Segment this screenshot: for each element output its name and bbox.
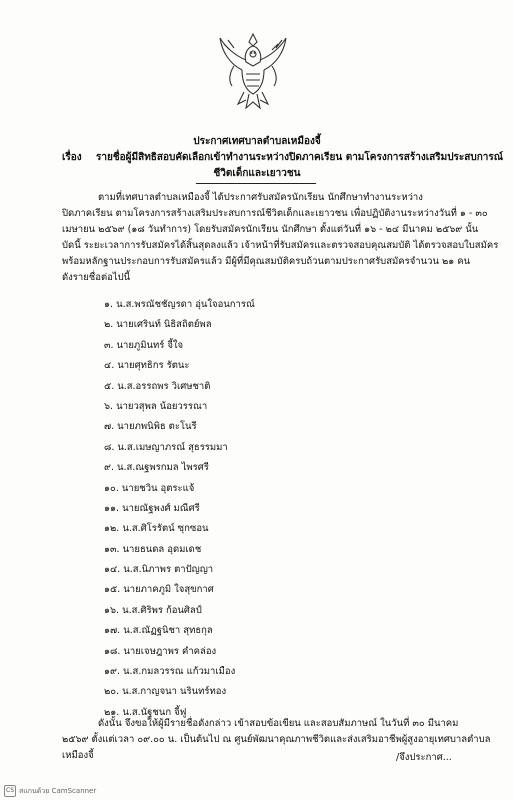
list-item: ๑๒. น.ส.ศิโรรัตน์ ซุกซอน bbox=[104, 523, 209, 535]
intro-line: ดังรายชื่อต่อไปนี้ bbox=[62, 272, 131, 283]
list-item: ๕. น.ส.อรรถพร วิเศษชาติ bbox=[104, 380, 211, 392]
candidate-list bbox=[104, 295, 404, 723]
subject-line-1: รายชื่อผู้มีสิทธิสอบคัดเลือกเข้าทำงานระหว่างปิดภาคเรียน ตามโครงการสร้างเสริมประสบการณ์ bbox=[96, 152, 504, 163]
subject-line-2: ชีวิตเด็กและเยาวชน bbox=[213, 168, 301, 179]
intro-line: บัดนี้ ระยะเวลาการรับสมัครได้สิ้นสุดลงแล้ว เจ้าหน้าที่รับสมัครและตรวจสอบคุณสมบัติ ได้ตรวจสอบใบสมัคร bbox=[62, 240, 499, 251]
list-item: ๑๕. นายภาคภูมิ ใจสุขกาศ bbox=[104, 584, 214, 596]
closing-line: ดังนั้น จึงขอให้ผู้มีรายชื่อดังกล่าว เข้าสอบข้อเขียน และสอบสัมภาษณ์ ในวันที่ ๓๐ มีนาคม bbox=[98, 718, 459, 729]
scanner-watermark-text: สแกนด้วย CamScanner bbox=[19, 786, 97, 795]
list-item: ๓. นายภูมินทร์ จี้ใจ bbox=[104, 339, 184, 351]
list-item: ๑. น.ส.พรณัชชัญรดา อุ่นใจอนการณ์ bbox=[104, 299, 255, 310]
list-item: ๘. น.ส.เมษญาภรณ์ สุธรรมมา bbox=[104, 441, 228, 453]
list-item: ๑๔. น.ส.นิภาพร ตาปัญญา bbox=[104, 564, 214, 576]
list-item: ๑๐. นายชวิน อุตระแจ้ bbox=[104, 482, 195, 494]
list-item: ๒๑. น.ส.นัฐชนก จี้ฟู bbox=[104, 706, 187, 718]
title-divider bbox=[196, 183, 316, 184]
garuda-emblem-icon bbox=[216, 30, 290, 112]
list-item: ๔. นายศุทธิกร รัตนะ bbox=[104, 360, 190, 372]
list-item: ๙. น.ส.ณฐพรกมล ไพรศรี bbox=[104, 462, 209, 474]
list-item: ๒. นายเศรินท์ นิธิสถิตย์พล bbox=[104, 319, 212, 331]
intro-line: พร้อมหลักฐานประกอบการรับสมัครแล้ว มีผู้ที่มีคุณสมบัติครบถ้วนตามประกาศรับสมัครจำนวน ๒๑ คน bbox=[62, 256, 471, 267]
subject-label: เรื่อง bbox=[62, 152, 82, 163]
intro-paragraph bbox=[62, 190, 499, 286]
list-item: ๑๖. น.ส.ศิริพร ก้อนศิลป์ bbox=[104, 604, 202, 616]
list-item: ๗. นายภพนิพิธ ตะโนรี bbox=[104, 421, 197, 433]
list-item: ๑๙. น.ส.กมลวรรณ แก้วมาเมือง bbox=[104, 666, 236, 678]
document-title: ประกาศเทศบาลตำบลเหมืองจี้ bbox=[193, 136, 321, 147]
closing-line: เหมืองจี้ bbox=[62, 750, 94, 761]
camscanner-icon: CS bbox=[4, 785, 16, 797]
list-item: ๑๑. นายณัฐพงศ์ มณีศรี bbox=[104, 502, 200, 514]
intro-line: ตามที่เทศบาลตำบลเหมืองจี้ ได้ประกาศรับสมัครนักเรียน นักศึกษาทำงานระหว่าง bbox=[98, 192, 423, 203]
list-item: ๑๗. น.ส.ณัฏฐนิชา สุทธกุล bbox=[104, 625, 213, 637]
continuation-note: /จึงประกาศ... bbox=[396, 752, 452, 763]
intro-line: ปิดภาคเรียน ตามโครงการสร้างเสริมประสบการณ์ชีวิตเด็กและเยาวชน เพื่อปฏิบัติงานระหว่างวันที่ ๑ - ๓๐ bbox=[62, 208, 488, 219]
intro-line: เมษายน ๒๕๖๙ (๑๘ วันทำการ) โดยรับสมัครนักเรียน นักศึกษา ตั้งแต่วันที่ ๑๖ - ๒๔ มีนาคม ๒๕๖๙ นั้น bbox=[62, 224, 479, 235]
list-item: ๒๐. น.ส.กาญจนา นรินทร์ทอง bbox=[104, 686, 227, 698]
list-item: ๑๓. นายธนดล อุดมเดช bbox=[104, 543, 202, 555]
scanner-watermark bbox=[4, 785, 96, 797]
list-item: ๑๘. นายเจษฎาพร คำคล่อง bbox=[104, 645, 217, 657]
list-item: ๖. นายวสุพล น้อยวรรณา bbox=[104, 400, 208, 412]
closing-line: ๒๕๖๙ ตั้งแต่เวลา ๐๙.๐๐ น. เป็นต้นไป ณ ศูนย์พัฒนาคุณภาพชีวิตและส่งเสริมอาชีพผู้สูงอายุเทศบาลตำบล bbox=[62, 734, 491, 745]
